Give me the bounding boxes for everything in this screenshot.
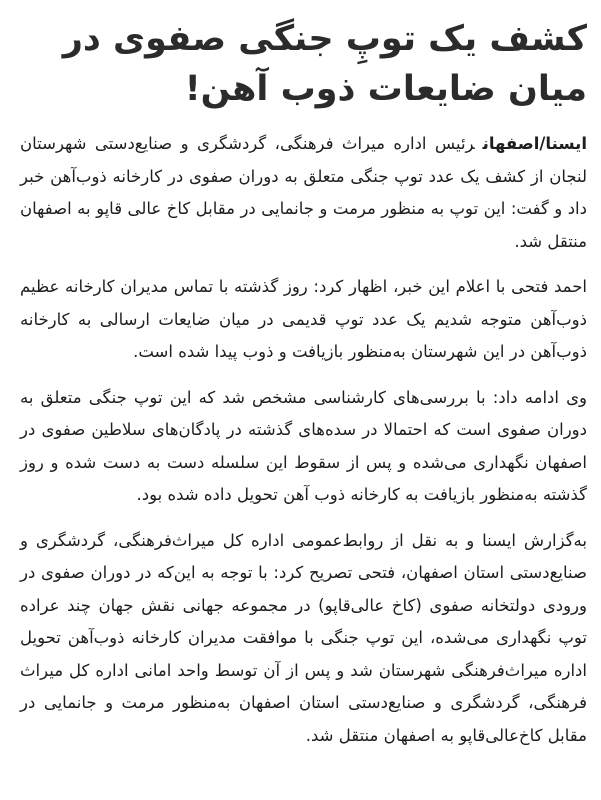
- paragraph-text: رئیس اداره میراث فرهنگی، گردشگری و صنایع‌دستی شهرستان لنجان از کشف یک عدد توپ جنگی متعلق به دوران صفوی در کارخانه ذوب‌آهن خبر داد و گفت: این توپ به منظور مرمت و جانمایی در مقابل کاخ عالی قاپو به اصفهان منتقل شد.: [20, 134, 587, 251]
- article-title: کشف یک توپِ جنگی صفوی در میان ضایعات ذوب آهن!: [62, 19, 587, 109]
- article-paragraph-4: به‌گزارش ایسنا و به نقل از روابط‌عمومی اداره کل میراث‌فرهنگی، گردشگری و صنایع‌دستی استان اصفهان، فتحی تصریح کرد: با توجه به این‌که در دوران صفوی در ورودی دولتخانه صفوی (کاخ عالی‌قاپو) در مجموعه جهانی نقش جهان چند عراده توپ نگهداری می‌شده، این توپ جنگی با موافقت مدیران کارخانه ذوب‌آهن تحویل اداره میراث‌فرهنگی شهرستان شد و پس از آن توسط واحد امانی اداره کل میراث فرهنگی، گردشگری و صنایع‌دستی استان اصفهان به‌منظور مرمت و جانمایی در مقابل کاخ‌عالی‌قاپو به اصفهان منتقل شد.: [20, 530, 587, 745]
- article-paragraph-1: [20, 128, 587, 258]
- article-paragraph-2: احمد فتحی با اعلام این خبر، اظهار کرد: روز گذشته با تماس مدیران کارخانه عظیم ذوب‌آهن متوجه شدیم یک عدد توپ قدیمی در میان ضایعات ارسالی به کارخانه ذوب‌آهن در این شهرستان به‌منظور بازیافت و ذوب پیدا شده است.: [20, 277, 587, 361]
- article-paragraph-3: وی ادامه داد: با بررسی‌های کارشناسی مشخص شد که این توپ جنگی متعلق به دوران صفوی است که احتمالا در سده‌های گذشته در پادگان‌های سلاطین صفوی در اصفهان نگهداری می‌شده و پس از سقوط این سلسله دست به دست شده و روز گذشته به‌منظور بازیافت به کارخانه ذوب آهن تحویل داده شده بود.: [20, 387, 587, 504]
- dateline: ایسنا/اصفهان: [482, 134, 587, 153]
